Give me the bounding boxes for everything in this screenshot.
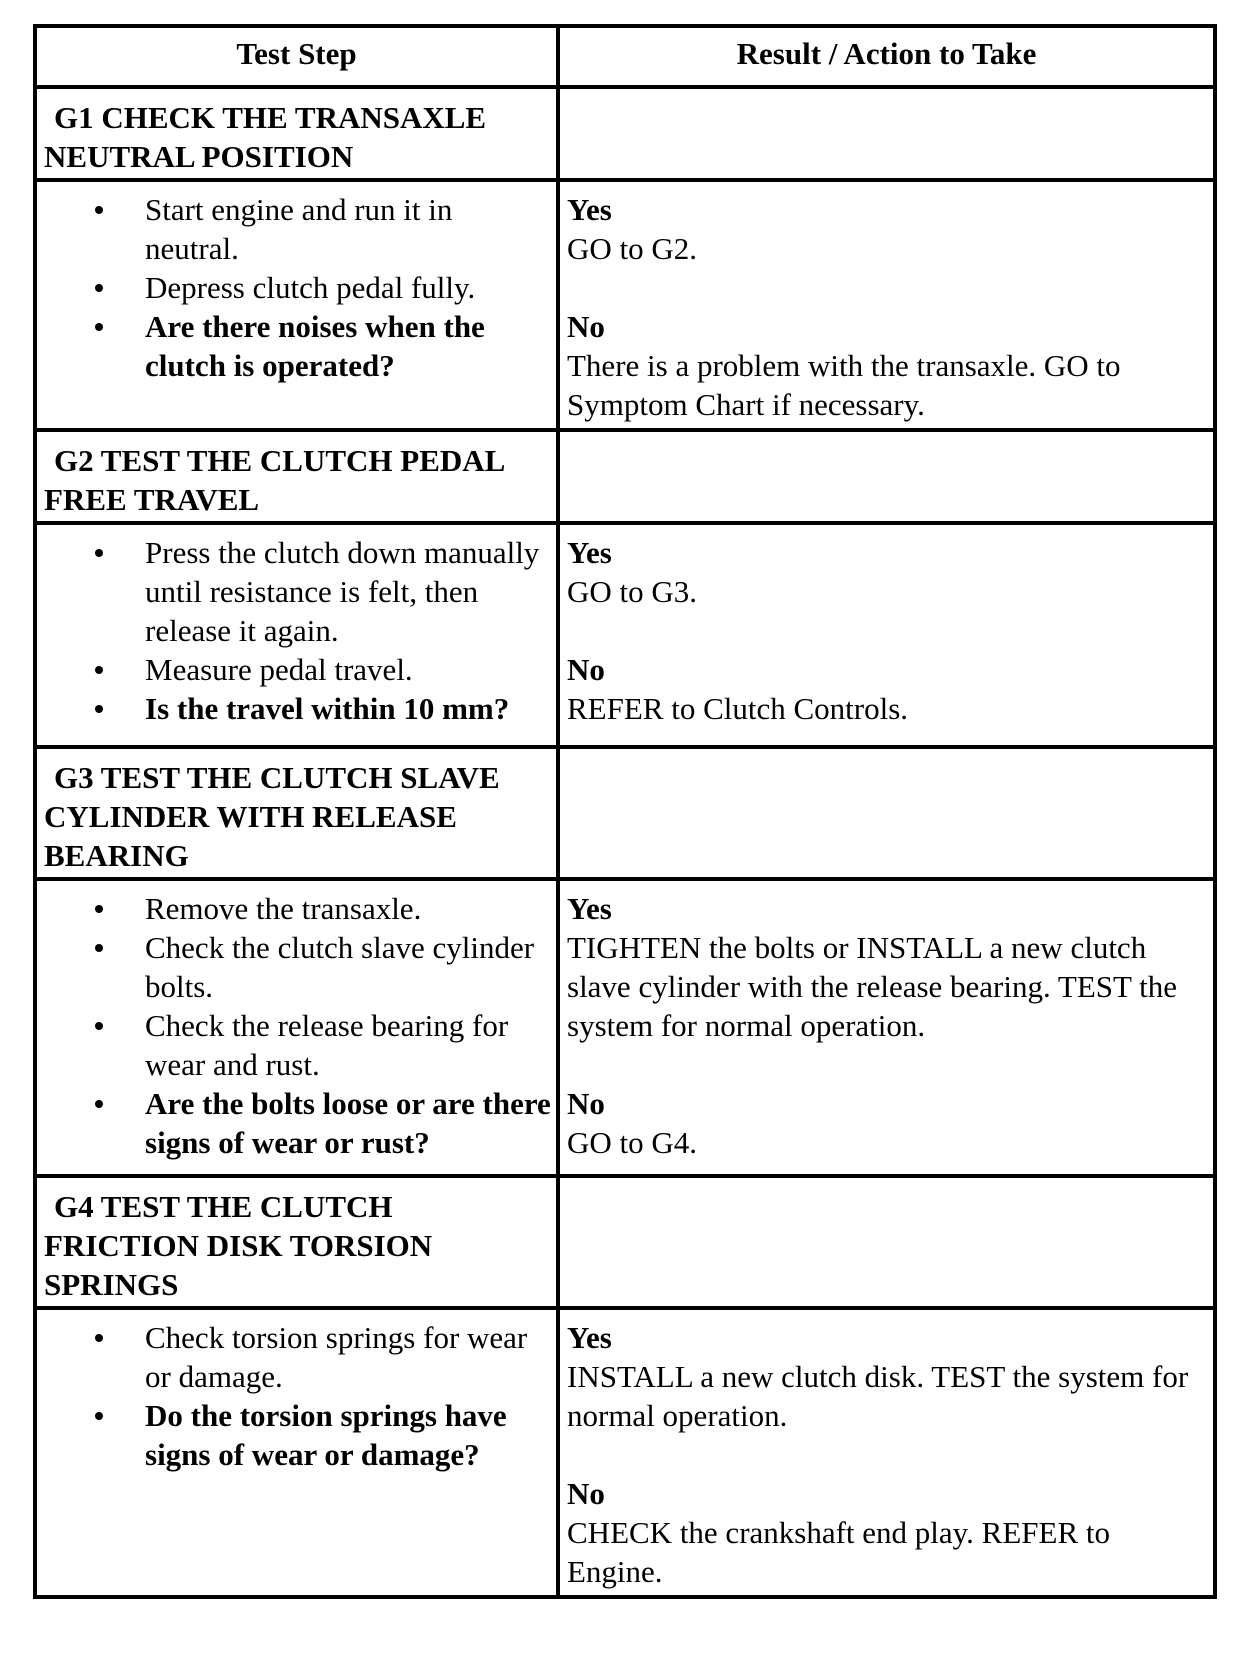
section-body-row	[35, 523, 1215, 747]
test-steps-list	[37, 1318, 552, 1474]
test-question: Are there noises when the clutch is operated?	[145, 307, 552, 385]
test-question: Is the travel within 10 mm?	[145, 689, 552, 728]
test-steps-cell	[35, 180, 558, 430]
yes-label: Yes	[567, 891, 612, 926]
section-title-text: G2 TEST THE CLUTCH PEDAL FREE TRAVEL	[44, 443, 504, 517]
header-result-action: Result / Action to Take	[558, 26, 1215, 87]
yes-label: Yes	[567, 535, 612, 570]
section-title	[35, 430, 558, 523]
test-steps-cell	[35, 879, 558, 1176]
test-question: Are the bolts loose or are there signs of wear or rust?	[145, 1086, 551, 1160]
test-steps-cell	[35, 523, 558, 747]
no-label: No	[567, 309, 605, 344]
section-title-empty-cell	[558, 1176, 1215, 1308]
no-label: No	[567, 652, 605, 687]
spacer	[567, 1435, 1207, 1474]
section-title-row	[35, 747, 1215, 879]
test-steps-list	[37, 889, 552, 1162]
header-test-step: Test Step	[35, 26, 558, 87]
section-title	[35, 747, 558, 879]
no-label: No	[567, 1476, 605, 1511]
spacer	[567, 1045, 1207, 1084]
yes-label: Yes	[567, 192, 612, 227]
section-title-text: G1 CHECK THE TRANSAXLE NEUTRAL POSITION	[44, 100, 487, 174]
section-body-row	[35, 180, 1215, 430]
header-row	[35, 26, 1215, 87]
test-steps-cell	[35, 1308, 558, 1597]
no-action: GO to G4.	[567, 1125, 698, 1160]
test-step-item: Remove the transaxle.	[145, 889, 552, 928]
result-cell	[558, 523, 1215, 747]
section-title-text: G4 TEST THE CLUTCH FRICTION DISK TORSION SPRINGS	[44, 1189, 433, 1302]
result-cell	[558, 1308, 1215, 1597]
test-step-item: Depress clutch pedal fully.	[145, 268, 552, 307]
test-step-item: Press the clutch down manually until resistance is felt, then release it again.	[145, 533, 552, 650]
section-title-empty-cell	[558, 87, 1215, 180]
test-step-item: Start engine and run it in neutral.	[145, 190, 552, 268]
yes-label: Yes	[567, 1320, 612, 1355]
yes-action: GO to G3.	[567, 574, 698, 609]
yes-action: INSTALL a new clutch disk. TEST the system for normal operation.	[567, 1359, 1189, 1433]
test-step-item: Measure pedal travel.	[145, 650, 552, 689]
result-cell	[558, 879, 1215, 1176]
test-step-item: Check the release bearing for wear and rust.	[145, 1006, 552, 1084]
section-body-row	[35, 1308, 1215, 1597]
test-steps-list	[37, 533, 552, 728]
section-title	[35, 87, 558, 180]
section-title-row	[35, 87, 1215, 180]
section-title-row	[35, 1176, 1215, 1308]
no-action: There is a problem with the transaxle. GO to Symptom Chart if necessary.	[567, 348, 1121, 422]
section-body-row	[35, 879, 1215, 1176]
section-title-text: G3 TEST THE CLUTCH SLAVE CYLINDER WITH RELEASE BEARING	[44, 760, 500, 873]
no-action: CHECK the crankshaft end play. REFER to Engine.	[567, 1515, 1110, 1589]
test-steps-list	[37, 190, 552, 385]
test-step-item: Check the clutch slave cylinder bolts.	[145, 928, 552, 1006]
result-cell	[558, 180, 1215, 430]
no-label: No	[567, 1086, 605, 1121]
section-title	[35, 1176, 558, 1308]
section-title-empty-cell	[558, 430, 1215, 523]
diagnostic-table	[33, 24, 1217, 1599]
yes-action: TIGHTEN the bolts or INSTALL a new clutch slave cylinder with the release bearing. TEST the system for normal operation.	[567, 930, 1178, 1043]
yes-action: GO to G2.	[567, 231, 698, 266]
test-step-item: Check torsion springs for wear or damage.	[145, 1318, 552, 1396]
no-action: REFER to Clutch Controls.	[567, 691, 909, 726]
section-title-empty-cell	[558, 747, 1215, 879]
test-question: Do the torsion springs have signs of wear or damage?	[145, 1396, 552, 1474]
section-title-row	[35, 430, 1215, 523]
spacer	[567, 268, 1207, 307]
spacer	[567, 611, 1207, 650]
